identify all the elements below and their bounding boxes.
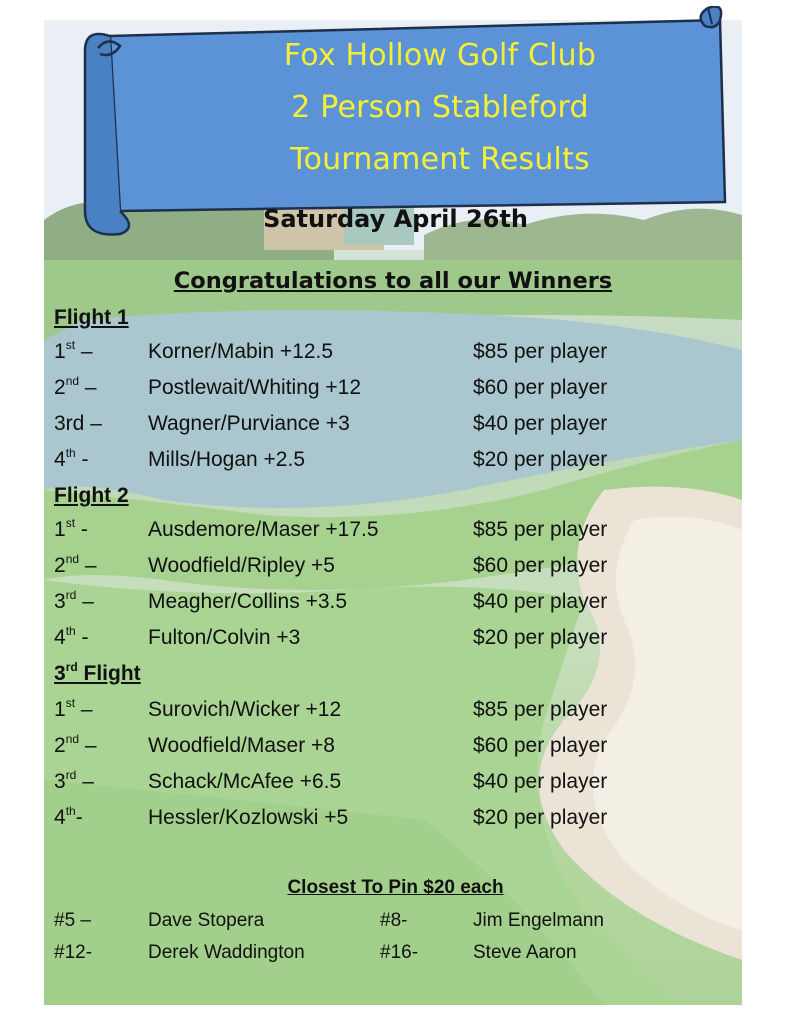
prize: $85 per player bbox=[473, 518, 608, 541]
hole-number: #12- bbox=[54, 942, 93, 963]
prize: $40 per player bbox=[473, 770, 608, 793]
prize: $60 per player bbox=[473, 376, 608, 399]
team-score: Woodfield/Maser +8 bbox=[148, 734, 335, 757]
winner-name: Jim Engelmann bbox=[473, 910, 604, 931]
team-score: Surovich/Wicker +12 bbox=[148, 698, 342, 721]
results-row bbox=[0, 518, 791, 552]
team-score: Meagher/Collins +3.5 bbox=[148, 590, 348, 613]
results-row bbox=[0, 376, 791, 410]
prize: $20 per player bbox=[473, 448, 608, 471]
place: 3rd – bbox=[54, 768, 94, 793]
winner-name: Derek Waddington bbox=[148, 942, 305, 963]
place: 4th - bbox=[54, 446, 89, 471]
flight-3-heading: 3rd Flight bbox=[54, 660, 141, 685]
hole-number: #5 – bbox=[54, 910, 91, 931]
results-row bbox=[0, 698, 791, 732]
team-score: Wagner/Purviance +3 bbox=[148, 412, 350, 435]
results-row bbox=[0, 412, 791, 446]
team-score: Korner/Mabin +12.5 bbox=[148, 340, 334, 363]
hole-number: #16- bbox=[380, 942, 419, 963]
prize: $20 per player bbox=[473, 806, 608, 829]
results-row bbox=[0, 734, 791, 768]
results-row bbox=[0, 340, 791, 374]
place: 1st – bbox=[54, 696, 93, 721]
congrats-heading: Congratulations to all our Winners bbox=[173, 268, 613, 294]
team-score: Postlewait/Whiting +12 bbox=[148, 376, 362, 399]
event-date: Saturday April 26th bbox=[263, 205, 528, 233]
place: 4th - bbox=[54, 624, 89, 649]
results-row bbox=[0, 626, 791, 660]
flight-1-heading: Flight 1 bbox=[54, 306, 129, 329]
banner-title bbox=[165, 30, 715, 186]
place: 2nd – bbox=[54, 552, 97, 577]
team-score: Woodfield/Ripley +5 bbox=[148, 554, 335, 577]
winner-name: Steve Aaron bbox=[473, 942, 577, 963]
place: 4th- bbox=[54, 804, 83, 829]
results-row bbox=[0, 554, 791, 588]
prize: $60 per player bbox=[473, 734, 608, 757]
place: 3rd – bbox=[54, 412, 102, 435]
team-score: Mills/Hogan +2.5 bbox=[148, 448, 305, 471]
club-name: Fox Hollow Golf Club bbox=[283, 38, 597, 73]
team-score: Ausdemore/Maser +17.5 bbox=[148, 518, 379, 541]
place: 1st - bbox=[54, 516, 88, 541]
closest-to-pin-heading: Closest To Pin $20 each bbox=[287, 877, 504, 898]
team-score: Hessler/Kozlowski +5 bbox=[148, 806, 349, 829]
prize: $40 per player bbox=[473, 412, 608, 435]
results-row bbox=[0, 806, 791, 840]
winner-name: Dave Stopera bbox=[148, 910, 265, 931]
prize: $20 per player bbox=[473, 626, 608, 649]
prize: $40 per player bbox=[473, 590, 608, 613]
results-row bbox=[0, 770, 791, 804]
flight-2-heading: Flight 2 bbox=[54, 484, 129, 507]
event-name: 2 Person Stableford bbox=[291, 90, 589, 125]
team-score: Fulton/Colvin +3 bbox=[148, 626, 301, 649]
prize: $85 per player bbox=[473, 340, 608, 363]
hole-number: #8- bbox=[380, 910, 408, 931]
prize: $60 per player bbox=[473, 554, 608, 577]
results-title: Tournament Results bbox=[290, 142, 590, 177]
results-row bbox=[0, 590, 791, 624]
prize: $85 per player bbox=[473, 698, 608, 721]
place: 2nd – bbox=[54, 374, 97, 399]
results-row bbox=[0, 448, 791, 482]
place: 3rd – bbox=[54, 588, 94, 613]
team-score: Schack/McAfee +6.5 bbox=[148, 770, 342, 793]
place: 2nd – bbox=[54, 732, 97, 757]
place: 1st – bbox=[54, 338, 93, 363]
